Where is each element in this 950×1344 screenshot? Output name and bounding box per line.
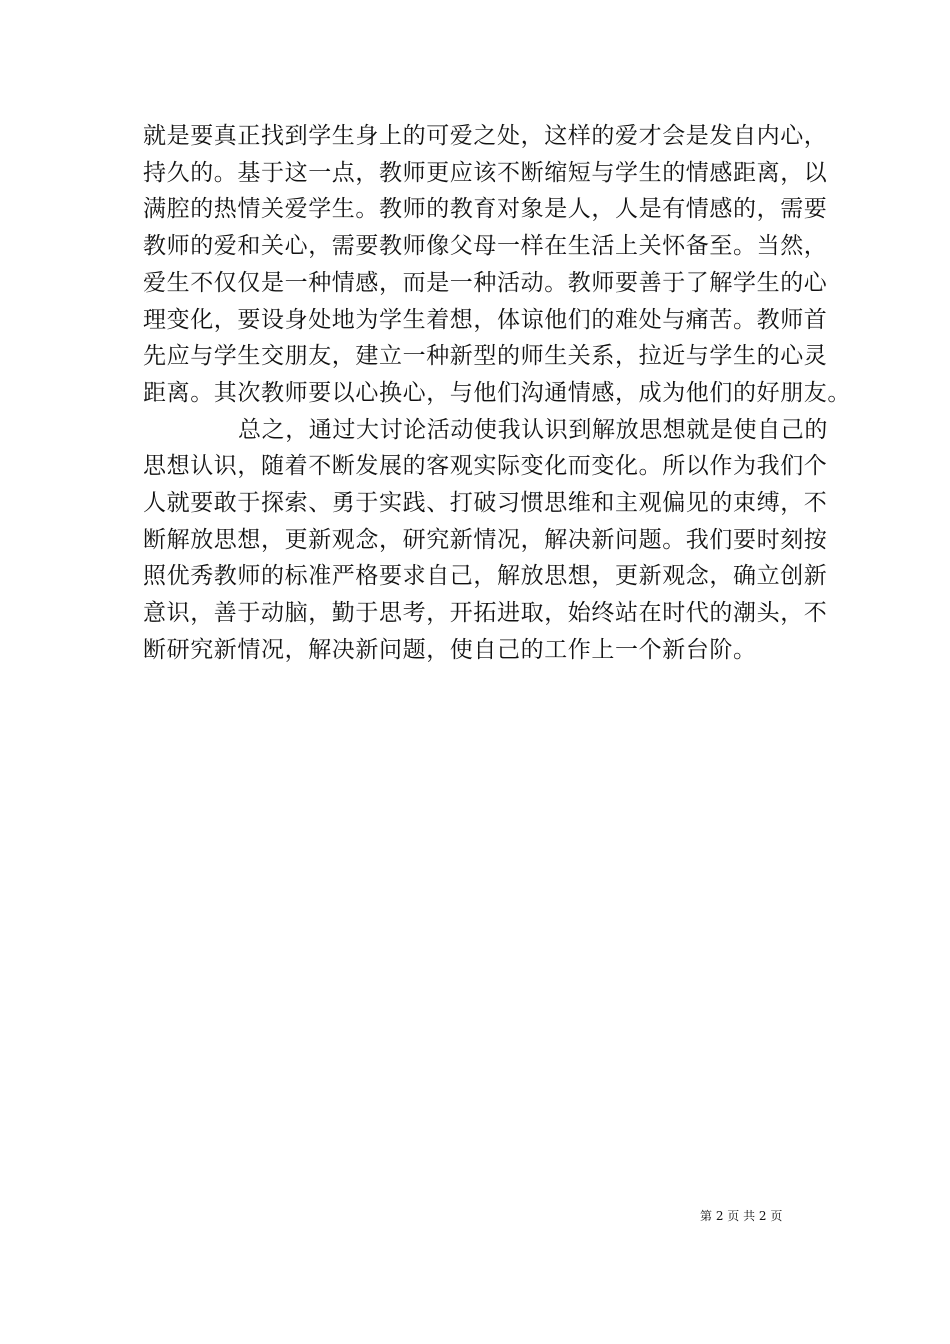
text-line: 爱生不仅仅是一种情感，而是一种活动。教师要善于了解学生的心 (143, 269, 828, 296)
text-line: 满腔的热情关爱学生。教师的教育对象是人，人是有情感的，需要 (143, 196, 828, 223)
text-line: 人就要敢于探索、勇于实践、打破习惯思维和主观偏见的束缚，不 (143, 490, 828, 517)
text-line: 意识，善于动脑，勤于思考，开拓进取，始终站在时代的潮头，不 (143, 600, 828, 627)
text-line: 理变化，要设身处地为学生着想，体谅他们的难处与痛苦。教师首 (143, 306, 828, 333)
page-footer: 第 2 页 共 2 页 (700, 1209, 783, 1223)
text-line: 总之，通过大讨论活动使我认识到解放思想就是使自己的 (238, 416, 828, 443)
document-body (143, 118, 851, 669)
text-line: 教师的爱和关心，需要教师像父母一样在生活上关怀备至。当然， (143, 233, 828, 260)
paragraph-1 (143, 118, 851, 412)
text-line: 就是要真正找到学生身上的可爱之处，这样的爱才会是发自内心， (143, 123, 828, 149)
text-line: 距离。其次教师要以心换心，与他们沟通情感，成为他们的好朋友。 (143, 379, 851, 406)
paragraph-2 (143, 412, 828, 669)
text-line: 持久的。基于这一点，教师更应该不断缩短与学生的情感距离，以 (143, 159, 828, 186)
text-line: 照优秀教师的标准严格要求自己，解放思想，更新观念，确立创新 (143, 563, 828, 590)
text-line: 先应与学生交朋友，建立一种新型的师生关系，拉近与学生的心灵 (143, 343, 828, 370)
text-line: 思想认识，随着不断发展的客观实际变化而变化。所以作为我们个 (143, 453, 828, 480)
text-line: 断解放思想，更新观念，研究新情况，解决新问题。我们要时刻按 (143, 526, 828, 553)
text-line: 断研究新情况，解决新问题，使自己的工作上一个新台阶。 (143, 636, 757, 663)
